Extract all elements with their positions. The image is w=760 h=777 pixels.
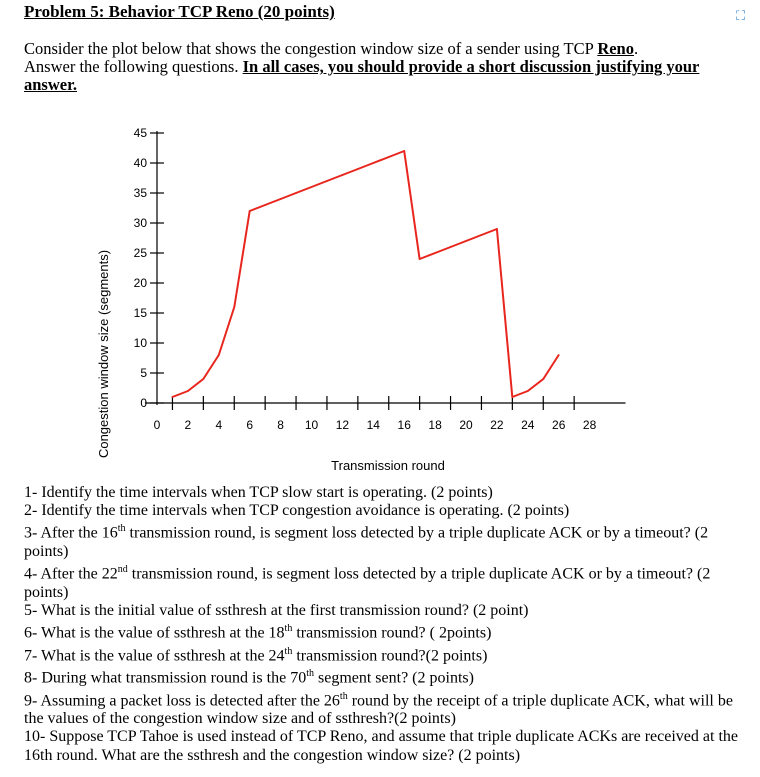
data-point <box>388 156 390 158</box>
x-tick-label: 18 <box>428 418 442 432</box>
data-point <box>481 234 483 236</box>
data-point <box>434 252 436 254</box>
question-number: 10- <box>24 728 50 746</box>
question-item <box>24 643 744 666</box>
question-number: 8- <box>24 669 42 687</box>
question-text: What is the value of ssthresh at the 18 <box>41 624 285 642</box>
y-tick-label: 40 <box>133 156 147 170</box>
data-point <box>311 186 313 188</box>
data-point <box>295 192 297 194</box>
question-text: After the 22 <box>40 565 118 583</box>
y-tick-label: 20 <box>133 276 147 290</box>
x-tick-label: 24 <box>521 418 535 432</box>
question-text: transmission round? ( 2points) <box>292 624 492 642</box>
question-text: round by the receipt of a triple duplicate ACK, what will be the values of the congestion window size and of ssthresh?(2 points) <box>24 692 733 728</box>
question-text: What is the value of ssthresh at the 24 <box>41 646 285 664</box>
intro-text: Consider the plot below that shows the congestion window size of a sender using TCP <box>24 39 598 58</box>
data-point <box>326 180 328 182</box>
x-tick-label: 28 <box>582 418 597 432</box>
question-text: segment sent? (2 points) <box>313 669 474 687</box>
question-number: 2- <box>24 502 42 520</box>
ordinal-suffix: th <box>339 690 348 702</box>
question-item <box>24 502 744 520</box>
question-item <box>24 520 744 561</box>
data-point <box>187 390 189 392</box>
y-tick-label: 5 <box>140 366 147 380</box>
data-point <box>264 204 266 206</box>
intro-period: . <box>633 39 639 58</box>
data-point <box>527 390 529 392</box>
data-point <box>511 396 513 398</box>
data-point <box>372 162 374 164</box>
question-number: 3- <box>24 524 41 542</box>
x-axis-label: Transmission round <box>331 458 445 473</box>
question-number: 1- <box>24 484 42 501</box>
x-tick-label: 2 <box>184 418 192 432</box>
data-point <box>280 198 282 200</box>
data-point <box>202 378 204 380</box>
question-number: 9- <box>24 692 41 709</box>
question-item <box>24 561 744 602</box>
question-item <box>24 688 744 729</box>
ordinal-suffix: th <box>284 623 293 635</box>
question-text: Assuming a packet loss is detected after the 26 <box>40 692 340 709</box>
problem-intro <box>24 40 724 94</box>
data-point <box>403 150 405 152</box>
question-text: Identify the time intervals when TCP slow start is operating. (2 points) <box>41 484 493 501</box>
x-tick-label: 16 <box>397 418 411 432</box>
question-text: Suppose TCP Tahoe is used instead of TCP Reno, and assume that triple duplicate ACKs are received at the 16th round. What are the ssthresh and the congestion window size? (2 points) <box>24 728 738 764</box>
y-tick-label: 25 <box>133 246 147 260</box>
y-axis-label: Congestion window size (segments) <box>96 249 111 459</box>
question-list <box>24 484 744 765</box>
y-tick-label: 10 <box>133 336 147 350</box>
question-text: transmission round?(2 points) <box>292 646 488 664</box>
y-tick-label: 30 <box>133 216 147 230</box>
data-point <box>233 306 235 308</box>
x-tick-label: 12 <box>335 418 350 432</box>
intro-line2: Answer the following questions. <box>24 57 243 76</box>
ordinal-suffix: th <box>284 645 293 657</box>
x-tick-label: 10 <box>304 418 319 432</box>
data-point <box>542 378 544 380</box>
question-item <box>24 620 744 643</box>
data-point <box>419 258 421 260</box>
intro-reno: Reno <box>597 39 634 58</box>
question-text: During what transmission round is the 70 <box>41 669 307 687</box>
x-tick-label: 22 <box>490 418 504 432</box>
question-number: 6- <box>24 624 42 642</box>
data-point <box>465 240 467 242</box>
x-tick-label: 26 <box>552 418 566 432</box>
data-point <box>357 168 359 170</box>
y-tick-label: 35 <box>133 186 147 200</box>
question-item <box>24 602 744 620</box>
intro-emphasis: In all cases, you should provide a short discussion justifying your answer. <box>24 57 700 94</box>
y-tick-label: 0 <box>140 396 147 410</box>
question-item <box>24 484 744 502</box>
question-text: What is the initial value of ssthresh at the first transmission round? (2 point) <box>41 601 529 619</box>
problem-title: Problem 5: Behavior TCP Reno (20 points) <box>24 2 335 21</box>
x-tick-label: 4 <box>215 418 223 432</box>
ordinal-suffix: nd <box>117 564 128 576</box>
x-tick-label: 8 <box>277 418 284 432</box>
x-tick-label: 20 <box>459 418 473 432</box>
data-point <box>450 246 452 248</box>
data-point <box>218 354 220 356</box>
x-tick-label: 14 <box>366 418 380 432</box>
congestion-window-chart <box>0 100 760 480</box>
ordinal-suffix: th <box>117 523 126 535</box>
x-axis <box>145 396 626 432</box>
data-point <box>342 174 344 176</box>
question-item <box>24 665 744 688</box>
expand-icon[interactable]: ⛶ <box>736 9 746 24</box>
y-axis <box>134 126 164 410</box>
x-tick-label: 6 <box>246 418 254 432</box>
question-number: 5- <box>24 601 42 619</box>
ordinal-suffix: th <box>306 668 314 680</box>
series-group <box>172 150 560 398</box>
x-tick-label: 0 <box>153 418 161 432</box>
data-point <box>249 210 251 212</box>
question-text: transmission round, is segment loss detected by a triple duplicate ACK or by a timeout? (2 points) <box>24 565 711 601</box>
series-line <box>172 151 558 397</box>
question-text: transmission round, is segment loss detected by a triple duplicate ACK or by a timeout? (2 points) <box>24 524 709 560</box>
question-text: After the 16 <box>40 524 118 542</box>
question-item <box>24 728 744 764</box>
question-text: Identify the time intervals when TCP congestion avoidance is operating. (2 points) <box>41 502 570 520</box>
y-tick-label: 15 <box>133 306 147 320</box>
data-point <box>496 228 498 230</box>
data-point <box>558 354 560 356</box>
y-tick-label: 45 <box>133 126 147 140</box>
data-point <box>172 396 174 398</box>
question-number: 4- <box>24 565 41 583</box>
question-number: 7- <box>24 646 42 664</box>
